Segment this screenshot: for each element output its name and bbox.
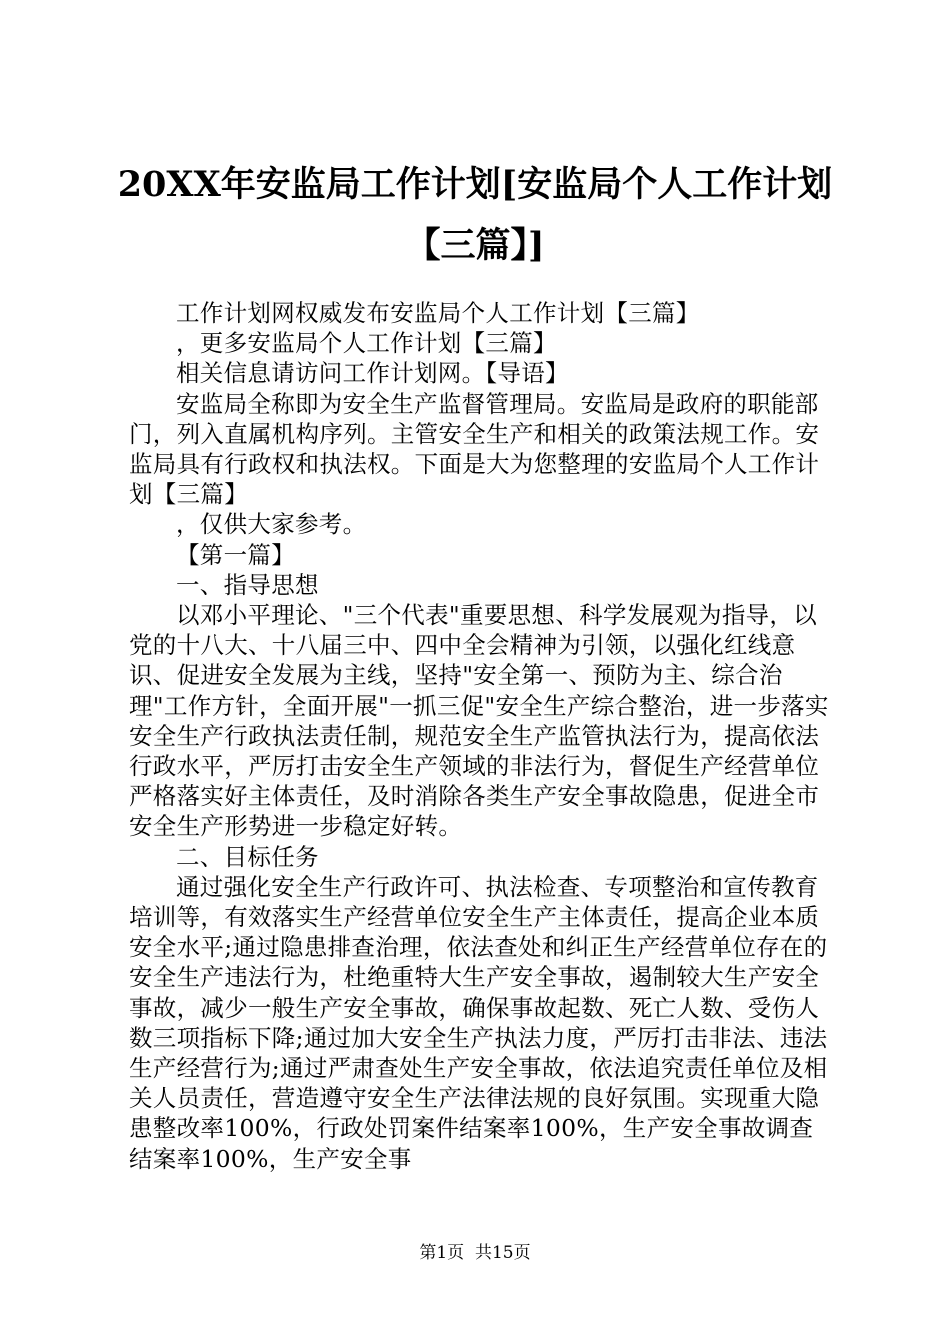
subheading-goals-tasks: 二、目标任务 bbox=[176, 842, 319, 871]
paragraph-more-info: ，更多安监局个人工作计划【三篇】 bbox=[176, 329, 557, 358]
document-title-line-2: 【三篇】] bbox=[405, 225, 545, 266]
paragraph-goals-tasks: 通过强化安全生产行政许可、执法检查、专项整治和宣传教育培训等，有效落实生产经营单位安全生产主体责任，提高企业本质安全水平;通过隐患排查治理，依法查处和纠正生产经营单位存在的安全生产违法行为，杜绝重特大生产安全事故，遏制较大生产安全事故，减少一般生产安全事故，确保事故起数、死亡人数、受伤人数三项指标下降;通过加大安全生产执法力度，严厉打击非法、违法生产经营行为;通过严肃查处生产安全事故，依法追究责任单位及相关人员责任，营造遵守安全生产法律法规的良好氛围。实现重大隐患整改率100%，行政处罚案件结案率100%，生产安全事故调查结案率100%，生产安全事 bbox=[129, 872, 828, 1173]
document-title-line-1: 20XX年安监局工作计划[安监局个人工作计划 bbox=[117, 164, 833, 205]
section-heading-part-one: 【第一篇】 bbox=[176, 540, 295, 569]
paragraph-reference: ，仅供大家参考。 bbox=[176, 510, 367, 539]
paragraph-intro: 工作计划网权威发布安监局个人工作计划【三篇】 bbox=[176, 299, 700, 327]
paragraph-guiding-ideology: 以邓小平理论、"三个代表"重要思想、科学发展观为指导，以党的十八大、十八届三中、四中全会精神为引领，以强化红线意识、促进安全发展为主线，坚持"安全第一、预防为主、综合治理"工作方针，全面开展"一抓三促"安全生产综合整治，进一步落实安全生产行政执法责任制，规范安全生产监管执法行为，提高依法行政水平，严厉打击安全生产领域的非法行为，督促生产经营单位严格落实好主体责任，及时消除各类生产安全事故隐患，促进全市安全生产形势进一步稳定好转。 bbox=[129, 601, 829, 841]
subheading-guiding-ideology: 一、指导思想 bbox=[176, 570, 319, 599]
paragraph-visit: 相关信息请访问工作计划网。【导语】 bbox=[176, 359, 569, 388]
page-number-footer: 第1页 共15页 bbox=[419, 1243, 531, 1263]
paragraph-description: 安监局全称即为安全生产监督管理局。安监局是政府的职能部门，列入直属机构序列。主管安全生产和相关的政策法规工作。安监局具有行政权和执法权。下面是大为您整理的安监局个人工作计划【三篇】 bbox=[129, 389, 820, 509]
document-body bbox=[129, 298, 834, 1174]
